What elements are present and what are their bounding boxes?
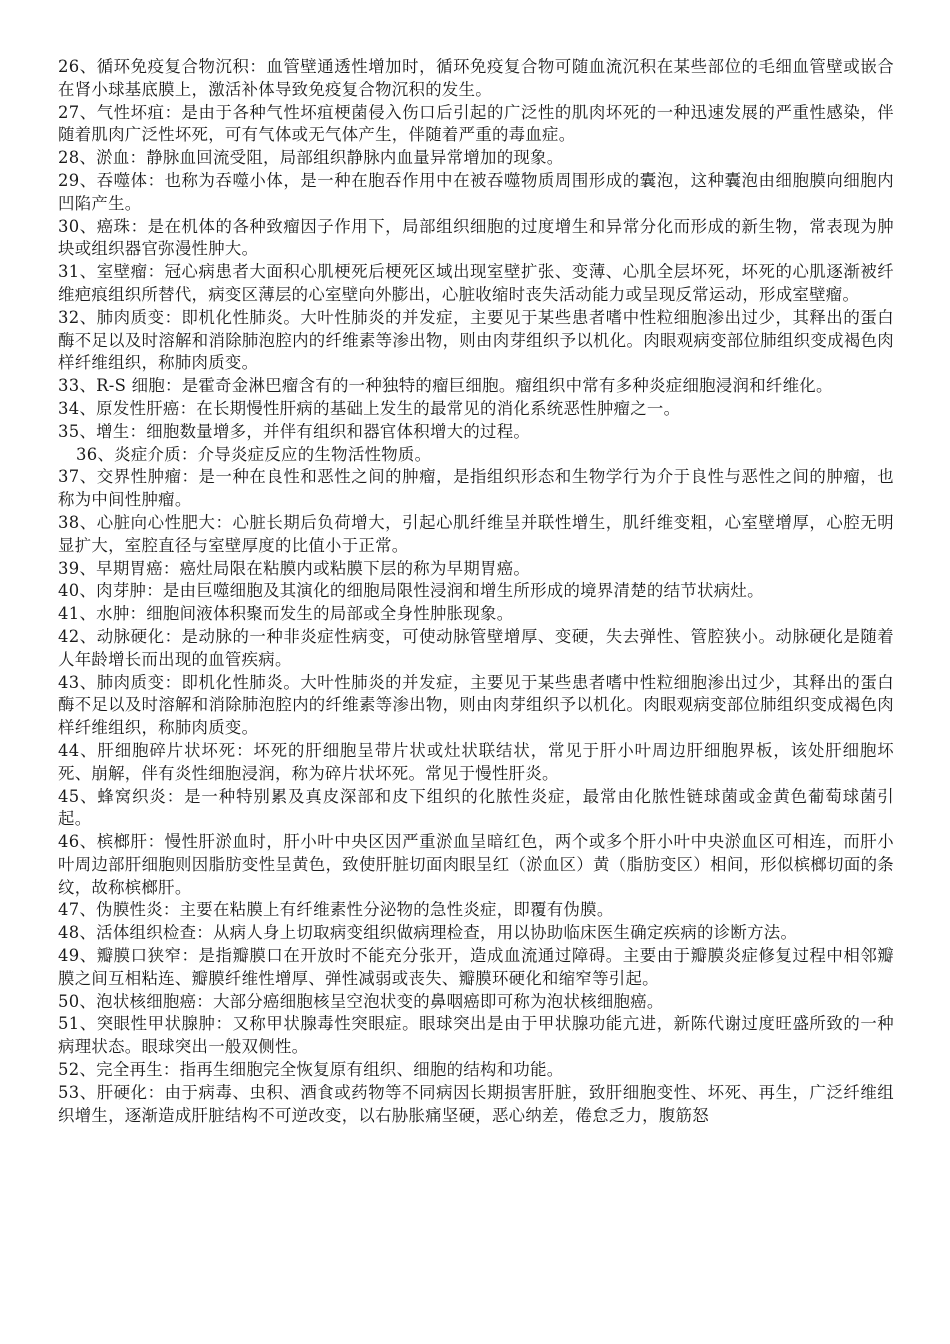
- term-entry-53: 53、肝硬化：由于病毒、虫积、酒食或药物等不同病因长期损害肝脏，致肝细胞变性、坏死、再生，广泛纤维组织增生，逐渐造成肝脏结构不可逆改变，以右胁胀痛坚硬，恶心纳差，倦怠乏力，腹筋怒: [58, 1082, 894, 1125]
- term-entry-31: 31、室壁瘤：冠心病患者大面积心肌梗死后梗死区域出现室壁扩张、变薄、心肌全层坏死，坏死的心肌逐渐被纤维疤痕组织所替代，病变区薄层的心室壁向外膨出，心脏收缩时丧失活动能力或呈现反常运动，形成室壁瘤。: [58, 262, 894, 304]
- term-entry-27: 27、气性坏疽：是由于各种气性坏疽梗菌侵入伤口后引起的广泛性的肌肉坏死的一种迅速发展的严重性感染，伴随着肌肉广泛性坏死，可有气体或无气体产生，伴随着严重的毒血症。: [58, 102, 894, 145]
- term-entry-47: 47、伪膜性炎：主要在粘膜上有纤维素性分泌物的急性炎症，即覆有伪膜。: [58, 900, 614, 920]
- term-entry-51: 51、突眼性甲状腺肿：又称甲状腺毒性突眼症。眼球突出是由于甲状腺功能亢进，新陈代谢过度旺盛所致的一种病理状态。眼球突出一般双侧性。: [58, 1014, 894, 1057]
- term-entry-52: 52、完全再生：指再生细胞完全恢复原有组织、细胞的结构和功能。: [58, 1060, 564, 1080]
- term-entry-36: 36、炎症介质：介导炎症反应的生物活性物质。: [76, 444, 432, 464]
- term-entry-40: 40、肉芽肿：是由巨噬细胞及其演化的细胞局限性浸润和增生所形成的境界清楚的结节状病灶。: [58, 581, 764, 601]
- term-entry-44: 44、肝细胞碎片状坏死：坏死的肝细胞呈带片状或灶状联结状，常见于肝小叶周边肝细胞界板，该处肝细胞坏死、崩解，伴有炎性细胞浸润，称为碎片状坏死。常见于慢性肝炎。: [58, 740, 894, 783]
- term-entry-43: 43、肺肉质变：即机化性肺炎。大叶性肺炎的并发症，主要见于某些患者嗜中性粒细胞渗出过少，其释出的蛋白酶不足以及时溶解和消除肺泡腔内的纤维素等渗出物，则由肉芽组织予以机化。肉眼观病变部位肺组织变成褐色肉样纤维组织，称肺肉质变。: [58, 672, 894, 738]
- term-entry-46: 46、槟榔肝：慢性肝淤血时，肝小叶中央区因严重淤血呈暗红色，两个或多个肝小叶中央淤血区可相连，而肝小叶周边部肝细胞则因脂肪变性呈黄色，致使肝脏切面肉眼呈红（淤血区）黄（脂肪变区）相间，形似槟榔切面的条纹，故称槟榔肝。: [58, 832, 894, 897]
- term-entry-30: 30、癌珠：是在机体的各种致瘤因子作用下，局部组织细胞的过度增生和异常分化而形成的新生物，常表现为肿块或组织器官弥漫性肿大。: [58, 216, 894, 259]
- term-entry-41: 41、水肿：细胞间液体积聚而发生的局部或全身性肿胀现象。: [58, 604, 514, 624]
- term-entry-35: 35、增生：细胞数量增多，并伴有组织和器官体积增大的过程。: [58, 421, 531, 441]
- term-entry-32: 32、肺肉质变：即机化性肺炎。大叶性肺炎的并发症，主要见于某些患者嗜中性粒细胞渗出过少，其释出的蛋白酶不足以及时溶解和消除肺泡腔内的纤维素等渗出物，则由肉芽组织予以机化。肉眼观病变部位肺组织变成褐色肉样纤维组织，称肺肉质变。: [58, 307, 894, 373]
- term-entry-28: 28、淤血：静脉血回流受阻，局部组织静脉内血量异常增加的现象。: [58, 148, 564, 168]
- term-entry-26: 26、循环免疫复合物沉积：血管壁通透性增加时，循环免疫复合物可随血流沉积在某些部位的毛细血管壁或嵌合在肾小球基底膜上，激活补体导致免疫复合物沉积的发生。: [58, 57, 894, 99]
- term-entry-34: 34、原发性肝癌：在长期慢性肝病的基础上发生的最常见的消化系统恶性肿瘤之一。: [58, 398, 681, 418]
- term-entry-29: 29、吞噬体：也称为吞噬小体，是一种在胞吞作用中在被吞噬物质周围形成的囊泡，这种囊泡由细胞膜向细胞内凹陷产生。: [58, 170, 894, 213]
- term-entry-50: 50、泡状核细胞癌：大部分癌细胞核呈空泡状变的鼻咽癌即可称为泡状核细胞癌。: [58, 991, 664, 1011]
- term-entry-49: 49、瓣膜口狭窄：是指瓣膜口在开放时不能充分张开，造成血流通过障碍。主要由于瓣膜炎症修复过程中相邻瓣膜之间互相粘连、瓣膜纤维性增厚、弹性减弱或丧失、瓣膜环硬化和缩窄等引起。: [58, 946, 894, 988]
- term-entry-37: 37、交界性肿瘤：是一种在良性和恶性之间的肿瘤，是指组织形态和生物学行为介于良性与恶性之间的肿瘤，也称为中间性肿瘤。: [58, 467, 894, 510]
- term-entry-42: 42、动脉硬化：是动脉的一种非炎症性病变，可使动脉管壁增厚、变硬，失去弹性、管腔狭小。动脉硬化是随着人年龄增长而出现的血管疾病。: [58, 626, 894, 669]
- document-page: [58, 56, 894, 1127]
- term-entry-48: 48、活体组织检查：从病人身上切取病变组织做病理检查，用以协助临床医生确定疾病的诊断方法。: [58, 923, 798, 943]
- term-entry-45: 45、蜂窝织炎：是一种特别累及真皮深部和皮下组织的化脓性炎症，最常由化脓性链球菌或金黄色葡萄球菌引起。: [58, 786, 894, 829]
- term-entry-38: 38、心脏向心性肥大：心脏长期后负荷增大，引起心肌纤维呈并联性增生，肌纤维变粗，心室壁增厚，心腔无明显扩大，室腔直径与室壁厚度的比值小于正常。: [58, 512, 894, 555]
- term-entry-39: 39、早期胃癌：癌灶局限在粘膜内或粘膜下层的称为早期胃癌。: [58, 558, 531, 578]
- term-entry-33: 33、R-S 细胞：是霍奇金淋巴瘤含有的一种独特的瘤巨细胞。瘤组织中常有多种炎症细胞浸润和纤维化。: [58, 376, 833, 396]
